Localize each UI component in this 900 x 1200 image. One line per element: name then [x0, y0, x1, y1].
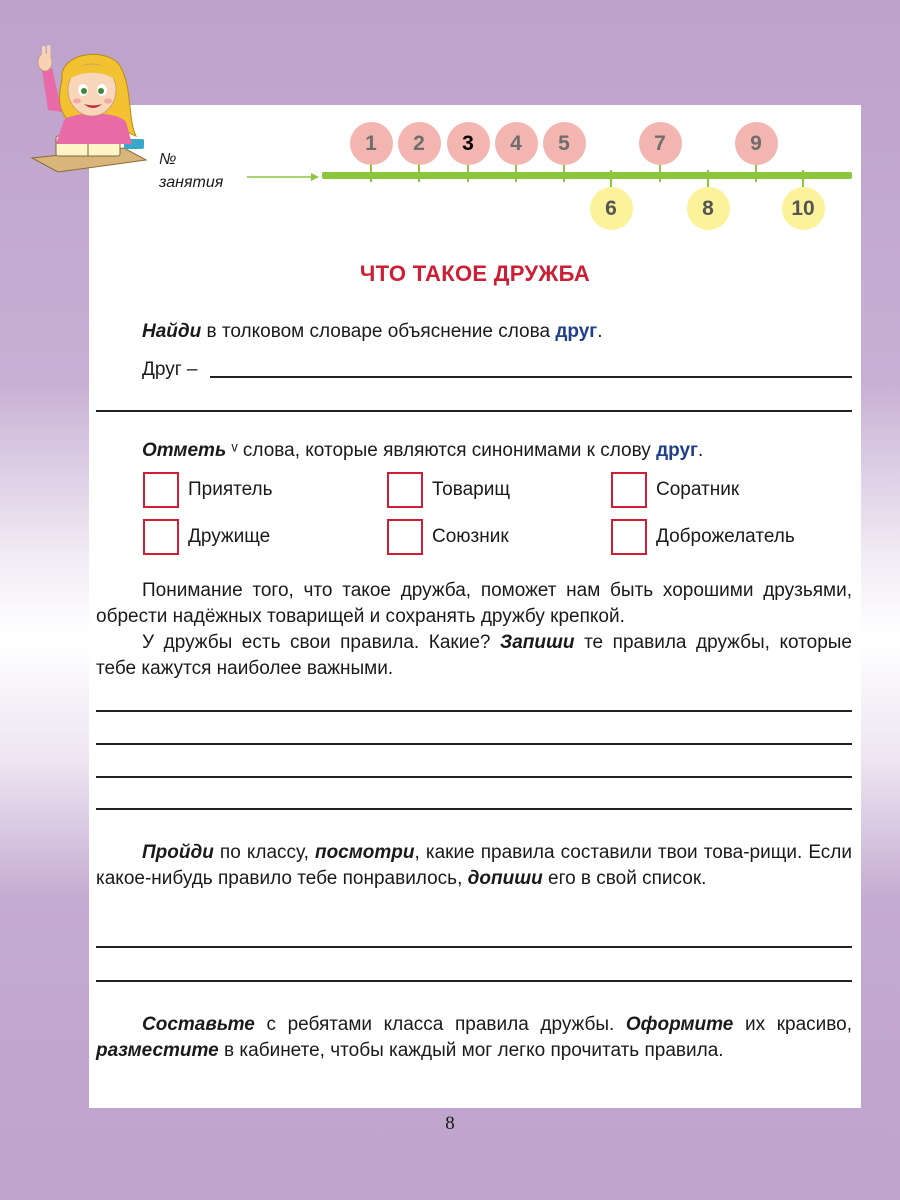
answer-line[interactable]	[96, 743, 852, 745]
lesson-number-label	[159, 148, 223, 194]
task3-verb-3: допиши	[467, 868, 543, 889]
option-label: Союзник	[432, 526, 509, 547]
synonym-option[interactable]	[611, 519, 795, 555]
lesson-marker: 4	[495, 122, 538, 165]
task2-instruction	[96, 438, 852, 464]
page-title: ЧТО ТАКОЕ ДРУЖБА	[359, 261, 591, 286]
lesson-number-sign: №	[159, 151, 177, 168]
timeline-tick	[707, 170, 709, 188]
task2-text: слова, которые являются синонимами к слову	[242, 440, 657, 461]
timeline-tick	[418, 164, 420, 182]
arrow-right-icon	[247, 170, 319, 184]
timeline-tick	[802, 170, 804, 188]
lesson-marker: 8	[687, 187, 730, 230]
checkbox[interactable]	[143, 472, 179, 508]
task4-text-2: их красиво,	[733, 1014, 852, 1035]
task4-text-3: в кабинете, чтобы каждый мог легко прочитать правила.	[218, 1040, 724, 1061]
paragraph-2	[96, 630, 852, 682]
text-block	[96, 578, 852, 682]
timeline-tick	[659, 164, 661, 182]
answer-line[interactable]	[96, 410, 852, 412]
task2-keyword: друг	[656, 440, 698, 461]
page-number: 8	[445, 1113, 455, 1134]
task2-end: .	[697, 440, 704, 461]
option-label: Приятель	[188, 479, 273, 500]
task1-keyword: друг	[555, 321, 598, 342]
timeline-tick	[563, 164, 565, 182]
synonym-option[interactable]	[143, 519, 270, 555]
task4-verb-3: разместите	[96, 1040, 219, 1061]
synonym-option[interactable]	[387, 472, 510, 508]
answer-prefix: Друг –	[142, 359, 198, 380]
current-lesson-marker: 3	[447, 122, 490, 165]
paragraph-2-verb: Запиши	[500, 632, 575, 653]
timeline-tick	[515, 164, 517, 182]
paragraph-2-text-a: У дружбы есть свои правила. Какие?	[142, 632, 501, 653]
synonym-option[interactable]	[387, 519, 509, 555]
task2-verb: Отметь	[142, 440, 227, 461]
timeline-tick	[610, 170, 612, 188]
answer-line[interactable]	[96, 980, 852, 982]
option-label: Товарищ	[432, 479, 510, 500]
task3-verb-1: Пройди	[142, 842, 214, 863]
timeline-tick	[467, 164, 469, 182]
task3-text-1: по классу,	[213, 842, 315, 863]
lesson-marker: 6	[590, 187, 633, 230]
answer-line[interactable]	[96, 776, 852, 778]
lesson-marker: 7	[639, 122, 682, 165]
synonym-option[interactable]	[143, 472, 273, 508]
checkbox[interactable]	[611, 519, 647, 555]
checkbox[interactable]	[143, 519, 179, 555]
lesson-timeline	[322, 172, 852, 179]
checkmark-sign: ᵛ	[226, 440, 243, 461]
task3-text-2: , какие правила составили твои това-рищи. Если какое-нибудь правило тебе понравилось,	[96, 842, 852, 889]
task3-verb-2: посмотри	[314, 842, 415, 863]
timeline-tick	[755, 164, 757, 182]
answer-line[interactable]	[96, 808, 852, 810]
task3-instruction	[96, 840, 852, 892]
task4-text-1: с ребятами класса правила дружбы.	[254, 1014, 626, 1035]
task4-verb-2: Оформите	[625, 1014, 734, 1035]
lesson-marker: 1	[350, 122, 393, 165]
paragraph-2-text-b: те правила дружбы, которые тебе кажутся наиболее важными.	[96, 632, 852, 679]
answer-line[interactable]	[96, 946, 852, 948]
lesson-marker: 10	[782, 187, 825, 230]
girl-mascot-illustration	[28, 40, 158, 175]
answer-line[interactable]	[210, 376, 852, 378]
timeline-tick	[370, 164, 372, 182]
task4-verb-1: Составьте	[142, 1014, 255, 1035]
option-label: Дружище	[188, 526, 271, 547]
task1-verb: Найди	[142, 321, 202, 342]
option-label: Доброжелатель	[656, 526, 795, 547]
task4-instruction	[96, 1012, 852, 1064]
task1-text: в толковом словаре объяснение слова	[201, 321, 556, 342]
task1-instruction	[96, 319, 852, 345]
lesson-marker: 9	[735, 122, 778, 165]
answer-line[interactable]	[96, 710, 852, 712]
lesson-marker: 2	[398, 122, 441, 165]
option-label: Соратник	[656, 479, 740, 500]
checkbox[interactable]	[387, 472, 423, 508]
lesson-marker: 5	[543, 122, 586, 165]
synonym-option[interactable]	[611, 472, 739, 508]
paragraph-1: Понимание того, что такое дружба, поможет нам быть хорошими друзьями, обрести надёжных товарищей и сохранять дружбу крепкой.	[96, 580, 852, 627]
checkbox[interactable]	[611, 472, 647, 508]
task3-text-3: его в свой список.	[542, 868, 707, 889]
lesson-label-word: занятия	[159, 174, 224, 191]
checkbox[interactable]	[387, 519, 423, 555]
task1-end: .	[597, 321, 603, 342]
